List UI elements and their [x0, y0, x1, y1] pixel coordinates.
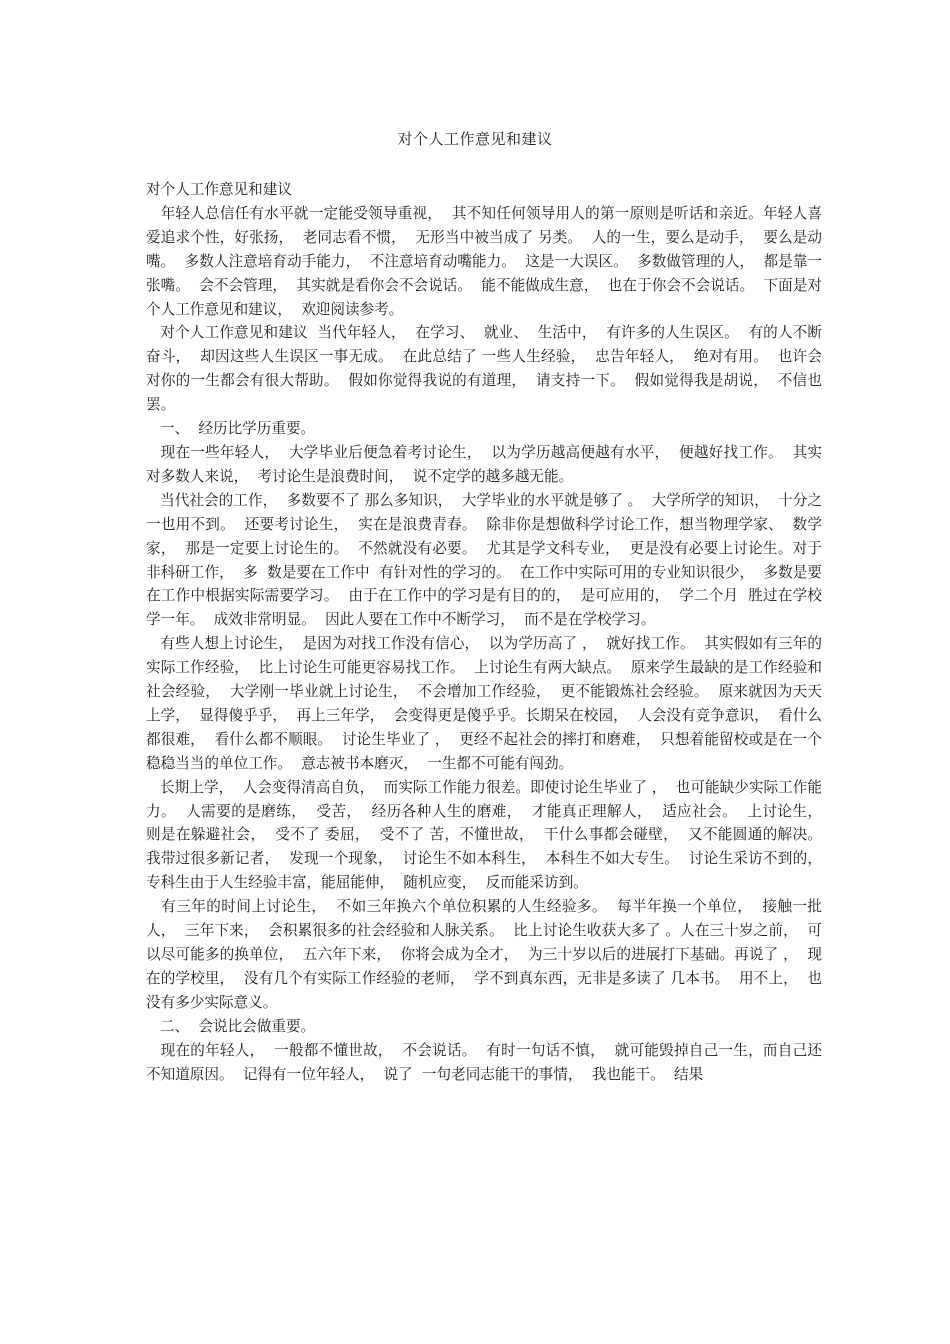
paragraph: 现在的年轻人， 一般都不懂世故， 不会说话。 有时一句话不慎， 就可能毁掉自己一生，而自己还不知道原因。 记得有一位年轻人， 说了 一句老同志能干的事情， 我也能干。 结果: [146, 1041, 823, 1083]
paragraph: 长期上学， 人会变得清高自负， 而实际工作能力很差。即使讨论生毕业了 ， 也可能缺少实际工作能力。 人需要的是磨练， 受苦， 经历各种人生的磨难， 才能真正理解人， 适应社会。 上讨论生， 则是在躲避社会， 受不了 委屈， 受不了 苦，不懂世故， 干什么事都会碰壁， 又不能圆通的解决。 我带过很多新记者， 发现一个现象， 讨论生不如本科生， 本科生不如大专生。 讨论生采访不到的， 专科生由于人生经验丰富，能屈能伸， 随机应变， 反而能采访到。: [146, 778, 832, 892]
document-body: [146, 178, 832, 1086]
paragraph: 当代社会的工作， 多数要不了 那么多知识， 大学毕业的水平就是够了 。 大学所学的知识， 十分之一也用不到。 还要考讨论生， 实在是浪费青春。 除非你是想做科学讨论工作，想当物理学家、 数学家， 那是一定要上讨论生的。 不然就没有必要。 尤其是学文科专业， 更是没有必要上讨论生。对于非科研工作， 多 数是要在工作中 有针对性的学习的。 在工作中实际可用的专业知识很少， 多数是要在工作中根据实际需要学习。 由于在工作中的学习是有目的的， 是可应用的， 学二个月 胜过在学校学一年。 成效非常明显。 因此人要在工作中不断学习， 而不是在学校学习。: [146, 491, 822, 629]
paragraph: 有些人想上讨论生， 是因为对找工作没有信心， 以为学历高了 ， 就好找工作。 其实假如有三年的实际工作经验， 比上讨论生可能更容易找工作。 上讨论生有两大缺点。 原来学生最缺的是工作经验和社会经验， 大学刚一毕业就上讨论生， 不会增加工作经验， 更不能锻炼社会经验。 原来就因为天天上学， 显得傻乎乎， 再上三年学， 会变得更是傻乎乎。长期呆在校园， 人会没有竞争意识， 看什么都很难， 看什么都不顺眼。 讨论生毕业了 ， 更经不起社会的摔打和磨难， 只想着能留校或是在一个稳稳当当的单位工作。 意志被书本磨灭， 一生都不可能有闯劲。: [146, 635, 822, 772]
paragraph: 对个人工作意见和建议 当代年轻人， 在学习、 就业、 生活中， 有许多的人生误区。 有的人不断奋斗， 却因这些人生误区一事无成。 在此总结了 一些人生经验， 忠告年轻人， 绝对有用。 也许会对你的一生都会有很大帮助。 假如你觉得我说的有道理， 请支持一下。 假如觉得我是胡说， 不信也罢。: [146, 324, 822, 414]
subheading-2: 二、 会说比会做重要。: [146, 1017, 316, 1035]
subheading-1: 一、 经历比学历重要。: [146, 420, 316, 438]
section-heading: 对个人工作意见和建议: [146, 181, 292, 198]
paragraph: 有三年的时间上讨论生， 不如三年换六个单位积累的人生经验多。 每半年换一个单位， 接触一批人， 三年下来， 会积累很多的社会经验和人脉关系。 比上讨论生收获大多了 。人在三十岁之前， 可以尽可能多的换单位， 五六年下来， 你将会成为全才， 为三十岁以后的进展打下基础。再说了 ， 现在的学校里， 没有几个有实际工作经验的老师， 学不到真东西，无非是多读了 几本书。 用不上， 也没有多少实际意义。: [146, 898, 822, 1011]
paragraph: 现在一些年轻人， 大学毕业后便急着考讨论生， 以为学历越高便越有水平， 便越好找工作。 其实对多数人来说， 考讨论生是浪费时间， 说不定学的越多越无能。: [146, 443, 823, 485]
document-title: 对个人工作意见和建议: [397, 130, 553, 148]
paragraph: 年轻人总信任有水平就一定能受领导重视， 其不知任何领导用人的第一原则是听话和亲近。年轻人喜爱追求个性，好张扬， 老同志看不惯， 无形当中被当成了 另类。 人的一生，要么是动手， 要么是动嘴。 多数人注意培育动手能力， 不注意培育动嘴能力。 这是一大误区。 多数做管理的人， 都是靠一张嘴。 会不会管理， 其实就是看你会不会说话。 能不能做成生意， 也在于你会不会说话。 下面是对个人工作意见和建议， 欢迎阅读参考。: [146, 204, 822, 318]
